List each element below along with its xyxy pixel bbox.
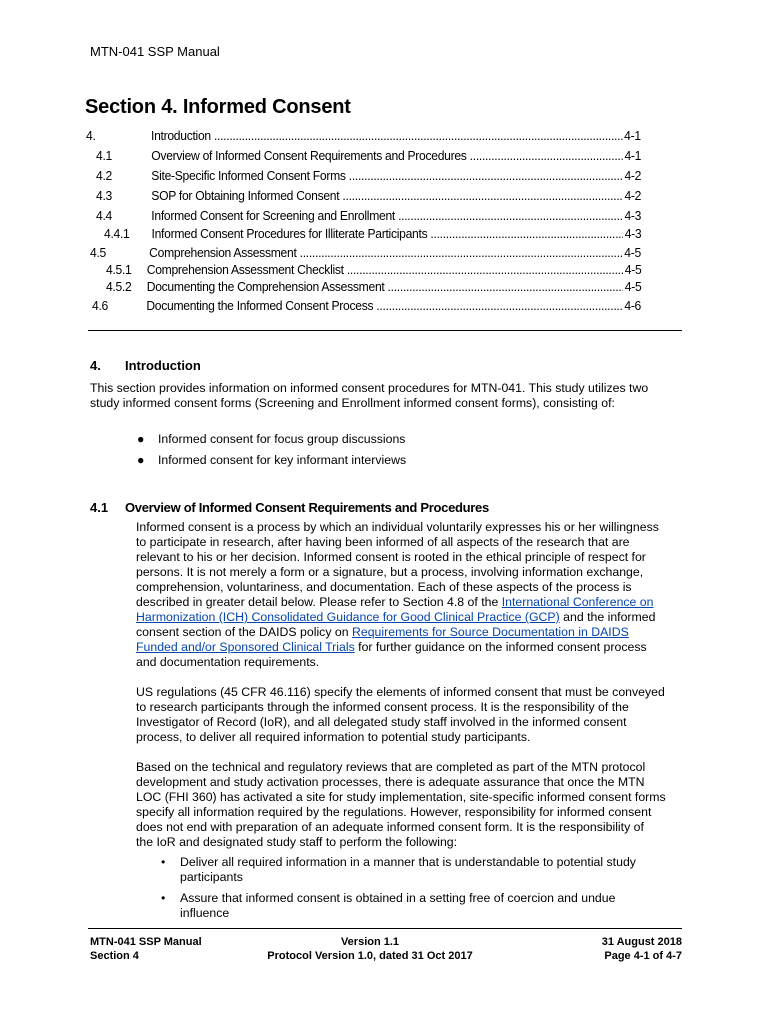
- paragraph-line: comprehension, voluntariness, and documentation. Each of these aspects of the process is: [136, 580, 632, 594]
- toc-title: Comprehension Assessment .....: [149, 246, 622, 260]
- footer-section: Section 4: [90, 950, 139, 962]
- overview-bullet-item: [180, 855, 636, 885]
- paragraph-line: Based on the technical and regulatory reviews that are completed as part of the MTN protocol: [136, 760, 646, 774]
- paragraph-line: persons. It is not merely a form or a signature, but a process, involving information exchange,: [136, 565, 644, 579]
- toc-number: 4.3: [96, 189, 112, 203]
- footer-page-number: Page 4-1 of 4-7: [604, 950, 682, 962]
- text: consent section of the DAIDS policy on: [136, 625, 352, 639]
- toc-title: Informed Consent for Screening and Enrollment .....: [151, 209, 622, 223]
- paragraph-line: Investigator of Record (IoR), and all delegated study staff involved in the informed consent: [136, 715, 627, 729]
- section-title: Section 4. Informed Consent: [85, 96, 351, 118]
- footer-version: Version 1.1: [340, 936, 400, 948]
- toc-title: SOP for Obtaining Informed Consent .....: [151, 189, 622, 203]
- toc-number: 4.1: [96, 149, 112, 163]
- text: for further guidance on the informed consent process: [354, 640, 647, 654]
- paragraph-line: specify all information required by the regulations. However, responsibility for informed consent: [136, 805, 652, 819]
- ich-guidance-link[interactable]: International Conference on: [501, 595, 654, 609]
- toc-number: 4.4.1: [104, 227, 130, 241]
- paragraph-line: [136, 610, 659, 625]
- toc-entry[interactable]: [106, 280, 641, 294]
- paragraph-line: to research participants through the informed consent process. It is the responsibility of the: [136, 700, 629, 714]
- paragraph-line: relevant to his or her decision. Informed consent is rooted in the ethical principle of respect for: [136, 550, 646, 564]
- paragraph-line: Deliver all required information in a manner that is understandable to potential study: [180, 855, 636, 869]
- intro-paragraph-line: This section provides information on informed consent procedures for MTN-041. This study utilizes two: [90, 381, 649, 395]
- toc-page: 4-5: [624, 246, 641, 260]
- toc-page: 4-1: [624, 129, 641, 143]
- overview-paragraph-1: [136, 520, 659, 670]
- paragraph-line: participants: [180, 870, 243, 884]
- text: described in greater detail below. Please refer to Section 4.8 of the: [136, 595, 502, 609]
- toc-number: 4.2: [96, 169, 112, 183]
- bullet-icon: ●: [137, 432, 145, 446]
- toc-title: Introduction .....: [151, 129, 622, 143]
- toc-page: 4-2: [624, 189, 642, 203]
- toc-title: Overview of Informed Consent Requirements and Procedures .....: [151, 149, 622, 163]
- footer-right: [540, 935, 682, 963]
- toc-number: 4.4: [96, 209, 112, 223]
- toc-title: Site-Specific Informed Consent Forms .....: [151, 169, 622, 183]
- toc-entry[interactable]: [104, 227, 641, 241]
- toc-page: 4-3: [624, 209, 642, 223]
- paragraph-line: and documentation requirements.: [136, 655, 320, 669]
- intro-bullet-item: Informed consent for focus group discussions: [158, 432, 406, 446]
- paragraph-line: US regulations (45 CFR 46.116) specify the elements of informed consent that must be conveyed: [136, 685, 665, 699]
- toc-number: 4.: [86, 129, 96, 143]
- daids-policy-link-cont[interactable]: Funded and/or Sponsored Clinical Trials: [136, 640, 355, 654]
- toc-page: 4-3: [624, 227, 642, 241]
- toc-divider: [88, 330, 682, 331]
- toc-title: Documenting the Comprehension Assessment .....: [147, 280, 623, 294]
- paragraph-line: influence: [180, 906, 230, 920]
- toc-page: 4-5: [624, 280, 642, 294]
- overview-heading: Overview of Informed Consent Requirements and Procedures: [125, 500, 489, 515]
- toc-title: Documenting the Informed Consent Process .....: [146, 299, 622, 313]
- toc-entry[interactable]: [96, 209, 641, 223]
- footer-left: [90, 935, 202, 963]
- toc-page: 4-6: [624, 299, 642, 313]
- toc-title: Informed Consent Procedures for Illiterate Participants .....: [152, 227, 623, 241]
- paragraph-line: Informed consent is a process by which an individual voluntarily expresses his or her willingness: [136, 520, 659, 534]
- intro-heading: Introduction: [125, 358, 201, 373]
- paragraph-line: process, to deliver all required information to potential study participants.: [136, 730, 531, 744]
- bullet-icon: •: [161, 855, 166, 869]
- overview-paragraph-2: [136, 685, 665, 745]
- paragraph-line: Assure that informed consent is obtained in a setting free of coercion and undue: [180, 891, 616, 905]
- intro-paragraph-line: study informed consent forms (Screening and Enrollment informed consent forms), consisting of:: [90, 396, 615, 410]
- overview-heading-number: 4.1: [90, 500, 109, 515]
- toc-entry[interactable]: [90, 246, 641, 260]
- overview-paragraph-3: [136, 760, 666, 850]
- toc-number: 4.6: [92, 299, 108, 313]
- footer-protocol-version: Protocol Version 1.0, dated 31 Oct 2017: [267, 950, 473, 962]
- toc-number: 4.5: [90, 246, 106, 260]
- toc-entry[interactable]: [96, 189, 641, 203]
- paragraph-line: LOC (FHI 360) has activated a site for study implementation, site-specific informed consent forms: [136, 790, 666, 804]
- footer-doc-title: MTN-041 SSP Manual: [90, 936, 202, 948]
- overview-bullet-item: [180, 891, 615, 921]
- running-header: MTN-041 SSP Manual: [90, 44, 220, 59]
- paragraph-line: to participate in research, after having been informed of all aspects of the research that are: [136, 535, 630, 549]
- bullet-icon: •: [161, 891, 166, 905]
- paragraph-line: [136, 640, 659, 655]
- paragraph-line: [136, 595, 659, 610]
- bullet-icon: ●: [137, 453, 145, 467]
- intro-heading-number: 4.: [90, 358, 101, 373]
- ich-guidance-link-cont[interactable]: Harmonization (ICH) Consolidated Guidance for Good Clinical Practice (GCP): [136, 610, 560, 624]
- toc-entry[interactable]: [96, 169, 641, 183]
- toc-page: 4-5: [624, 263, 642, 277]
- paragraph-line: does not end with preparation of an adequate informed consent form. It is the responsibility of: [136, 820, 644, 834]
- toc-entry[interactable]: [92, 299, 641, 313]
- toc-entry[interactable]: [86, 129, 641, 143]
- footer-center: [260, 935, 480, 963]
- footer-date: 31 August 2018: [601, 936, 682, 948]
- daids-policy-link[interactable]: Requirements for Source Documentation in DAIDS: [352, 625, 629, 639]
- toc-title: Comprehension Assessment Checklist .....: [147, 263, 623, 277]
- toc-entry[interactable]: [106, 263, 641, 277]
- text: and the informed: [559, 610, 656, 624]
- toc-page: 4-1: [624, 149, 642, 163]
- toc-number: 4.5.1: [106, 263, 132, 277]
- intro-bullet-item: Informed consent for key informant interviews: [158, 453, 407, 467]
- toc-page: 4-2: [624, 169, 642, 183]
- toc-entry[interactable]: [96, 149, 641, 163]
- toc-number: 4.5.2: [106, 280, 132, 294]
- paragraph-line: [136, 625, 659, 640]
- paragraph-line: development and study activation processes, there is adequate assurance that once the MTN: [136, 775, 645, 789]
- footer-divider: [88, 928, 682, 929]
- paragraph-line: the IoR and designated study staff to perform the following:: [136, 835, 458, 849]
